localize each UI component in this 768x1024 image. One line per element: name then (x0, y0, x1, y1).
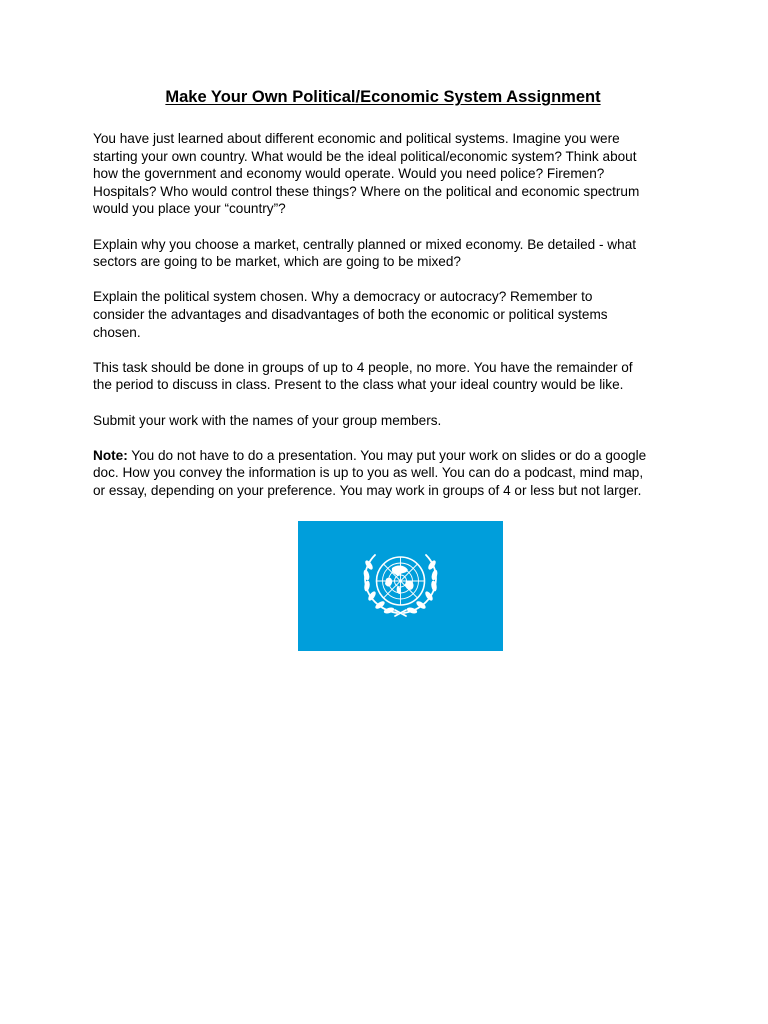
paragraph-line: the period to discuss in class. Present to the class what your ideal country would be like. (93, 377, 624, 393)
paragraph-line: Submit your work with the names of your group members. (93, 412, 442, 428)
paragraph-line: would you place your “country”? (93, 201, 286, 217)
paragraph-groups (93, 359, 678, 394)
paragraph-line: how the government and economy would operate. Would you need police? Firemen? (93, 166, 605, 182)
document-body (93, 130, 678, 517)
document-title: Make Your Own Political/Economic System Assignment (165, 88, 601, 106)
paragraph-line (93, 447, 678, 465)
paragraph-line: doc. How you convey the information is up to you as well. You can do a podcast, mind map, (93, 465, 644, 481)
paragraph-political-system (93, 288, 678, 341)
paragraph-line: starting your own country. What would be the ideal political/economic system? Think about (93, 148, 637, 164)
paragraph-submit (93, 412, 678, 430)
paragraph-line: or essay, depending on your preference. You may work in groups of 4 or less but not larger. (93, 482, 642, 498)
paragraph-note (93, 447, 678, 500)
paragraph-line: You have just learned about different economic and political systems. Imagine you were (93, 131, 620, 146)
paragraph-line: Explain the political system chosen. Why a democracy or autocracy? Remember to (93, 289, 593, 305)
un-emblem (377, 557, 425, 605)
un-flag-icon (298, 521, 503, 651)
paragraph-line: sectors are going to be market, which are going to be mixed? (93, 254, 461, 270)
paragraph-line: This task should be done in groups of up to 4 people, no more. You have the remainder of (93, 359, 633, 375)
paragraph-line: Explain why you choose a market, centrally planned or mixed economy. Be detailed - what (93, 236, 637, 252)
note-label: Note: (93, 447, 128, 463)
paragraph-intro (93, 130, 678, 218)
note-text: You do not have to do a presentation. You may put your work on slides or do a google (127, 447, 647, 463)
paragraph-line: Hospitals? Who would control these things? Where on the political and economic spectrum (93, 183, 640, 199)
paragraph-line: consider the advantages and disadvantages of both the economic or political systems (93, 306, 608, 322)
paragraph-line: chosen. (93, 324, 141, 340)
paragraph-economy (93, 236, 678, 271)
